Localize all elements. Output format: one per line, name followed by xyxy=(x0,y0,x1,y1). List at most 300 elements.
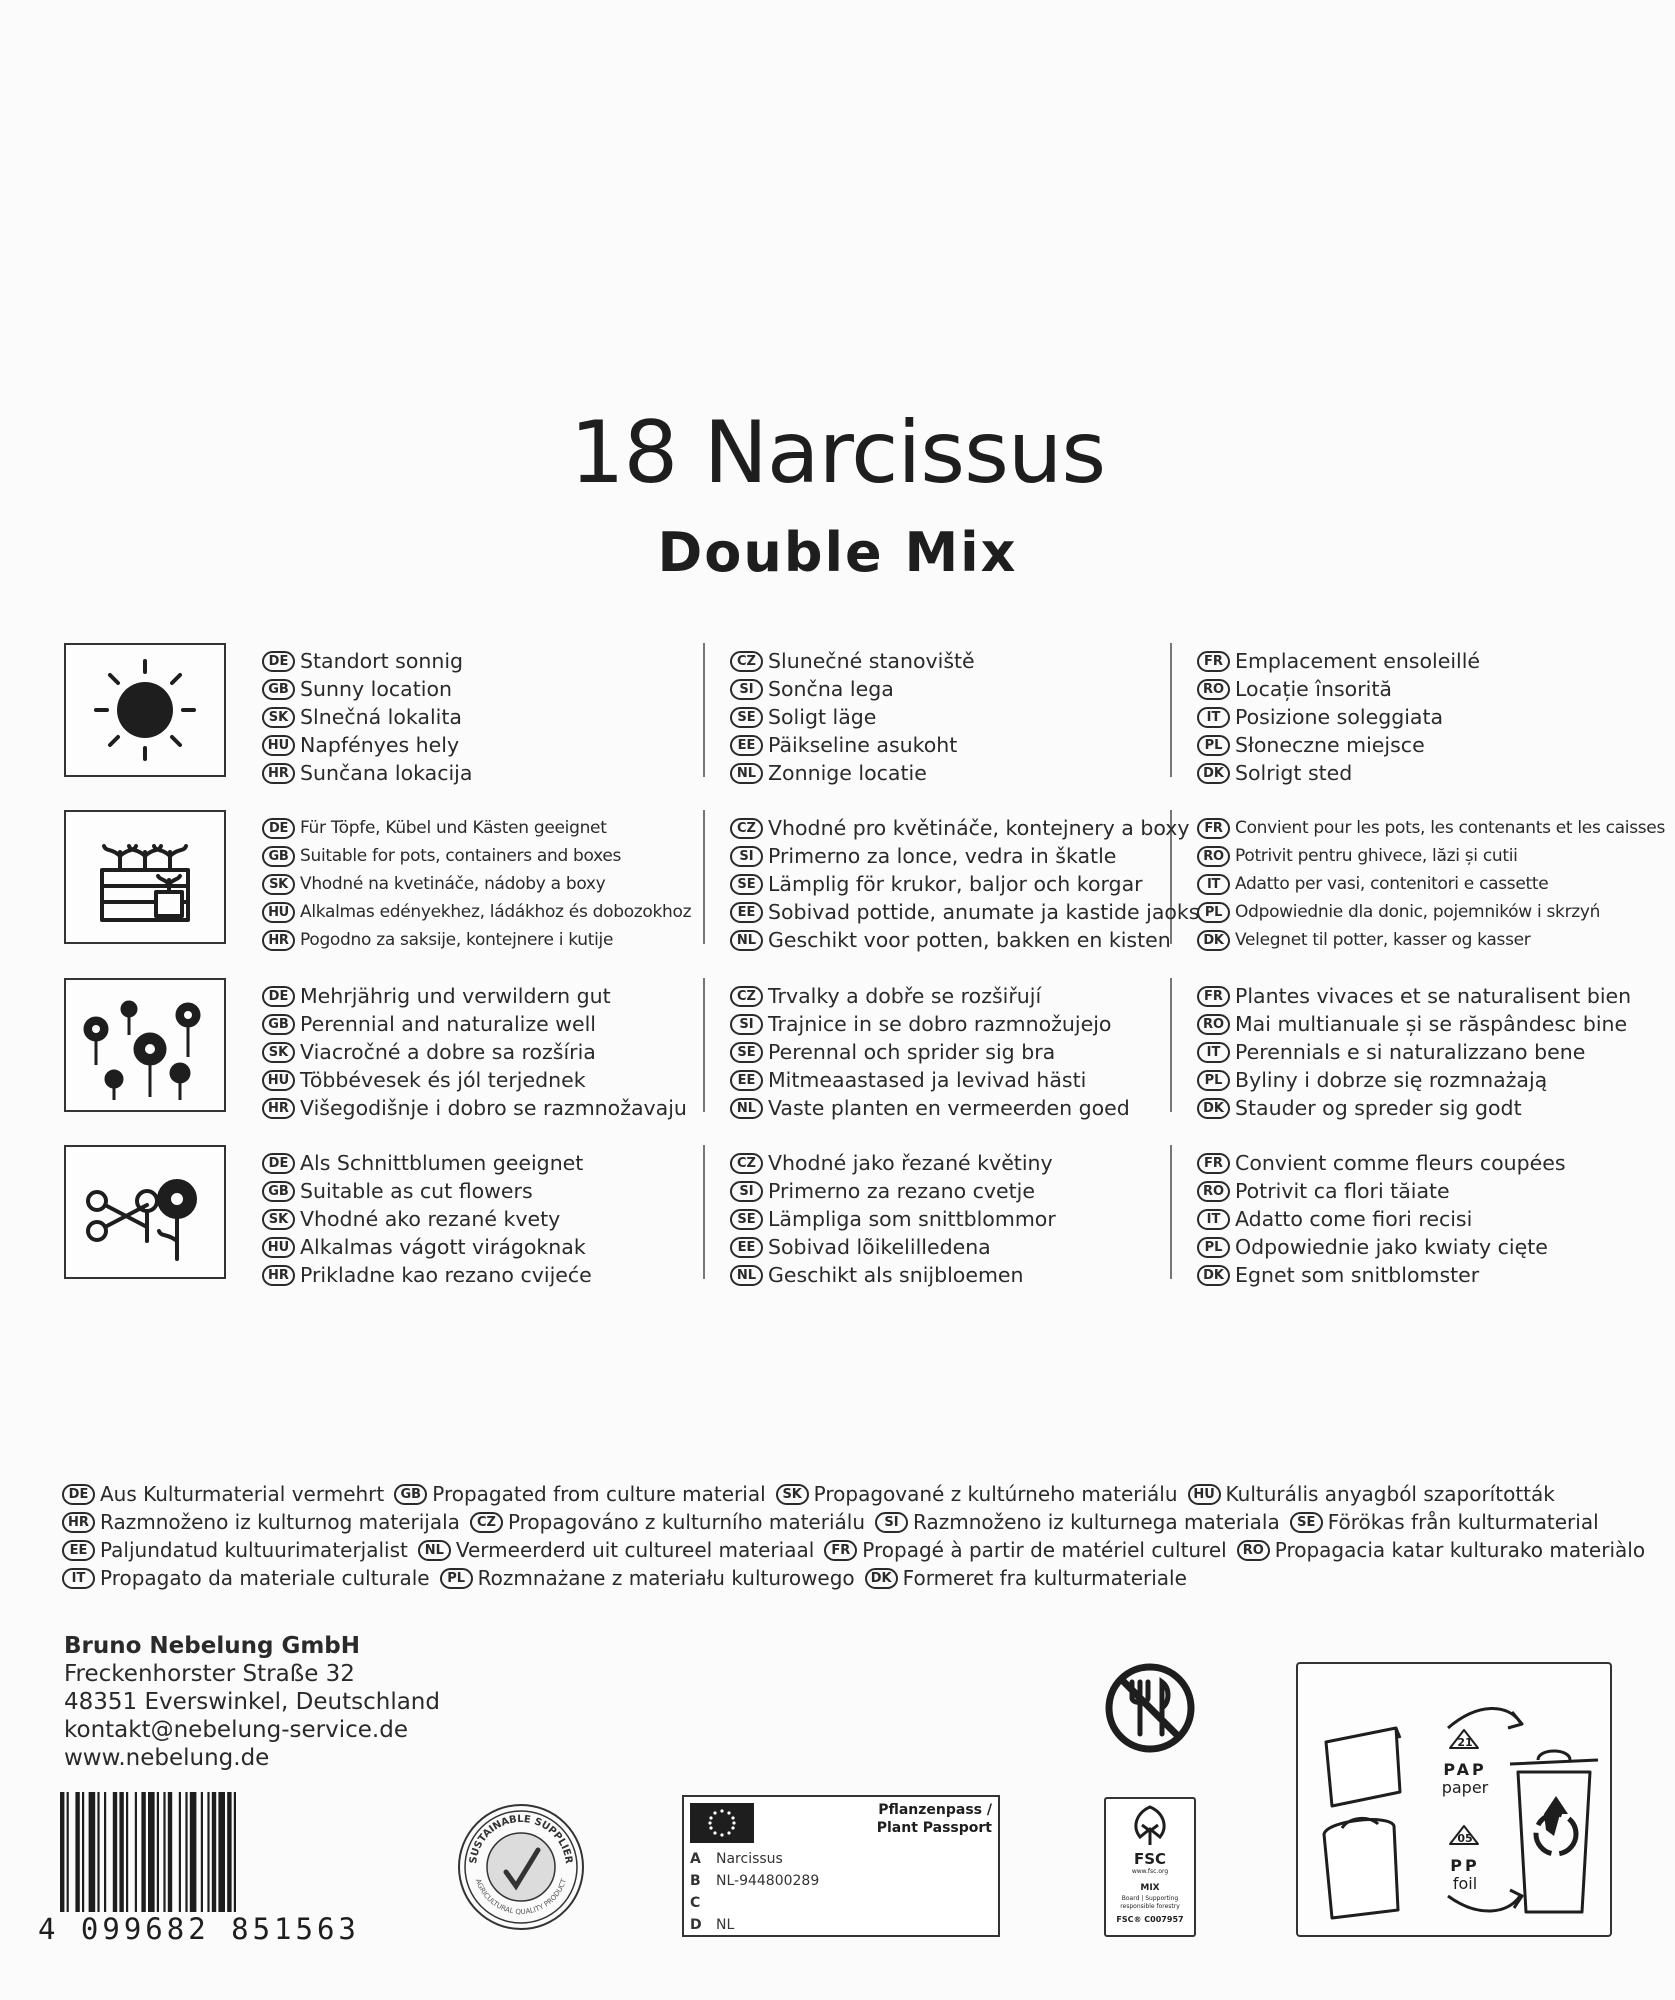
country-code-badge: SK xyxy=(262,874,295,895)
translation-text: Mitmeaastased ja levivad hästi xyxy=(768,1068,1087,1092)
country-code-badge: SI xyxy=(875,1512,908,1533)
barcode-number: 4 099682 851563 xyxy=(38,1912,360,1946)
country-code-badge: SE xyxy=(730,874,763,895)
country-code-badge: NL xyxy=(418,1540,451,1561)
country-code-badge: HU xyxy=(262,1070,295,1091)
country-code-badge: HU xyxy=(1188,1484,1221,1505)
translation-text: Trajnice in se dobro razmnožujejo xyxy=(768,1012,1112,1036)
sun-icon xyxy=(64,643,226,777)
translation-text: Als Schnittblumen geeignet xyxy=(300,1151,584,1175)
country-code-badge: PL xyxy=(1197,735,1230,756)
country-code-badge: EE xyxy=(62,1540,95,1561)
translation-text: Adatto per vasi, contenitori e cassette xyxy=(1235,874,1549,894)
country-code-badge: RO xyxy=(1197,1014,1230,1035)
company-name: Bruno Nebelung GmbH xyxy=(64,1633,361,1659)
barcode-bar xyxy=(157,1792,159,1918)
translation-text: Soligt läge xyxy=(768,705,877,729)
propagation-item xyxy=(824,1538,1226,1562)
barcode-bar xyxy=(207,1792,209,1918)
propagation-item xyxy=(440,1566,855,1590)
feature-text-column xyxy=(730,647,1170,787)
translation-text: Prikladne kao rezano cvijeće xyxy=(300,1263,592,1287)
translation-text: Słoneczne miejsce xyxy=(1235,733,1425,757)
propagation-text: Propagované z kultúrneho materiálu xyxy=(813,1482,1178,1506)
country-code-badge: SE xyxy=(730,1209,763,1230)
translation-row xyxy=(262,870,702,898)
translation-text: Suitable as cut flowers xyxy=(300,1179,533,1203)
barcode-bar xyxy=(201,1792,203,1918)
translation-row xyxy=(1197,1177,1637,1205)
translation-row xyxy=(262,731,702,759)
country-code-badge: DE xyxy=(262,1153,295,1174)
country-code-badge: SK xyxy=(262,1209,295,1230)
translation-row xyxy=(730,675,1170,703)
translation-row xyxy=(730,898,1200,926)
country-code-badge: HU xyxy=(262,902,295,923)
country-code-badge: DK xyxy=(1197,763,1230,784)
translation-text: Viacročné a dobre sa rozšíria xyxy=(300,1040,596,1064)
translation-row xyxy=(730,870,1170,898)
translation-text: Alkalmas edényekhez, ládákhoz és dobozokhoz xyxy=(300,902,692,922)
translation-text: Geschikt voor potten, bakken en kisten xyxy=(768,928,1171,952)
translation-text: Velegnet til potter, kasser og kasser xyxy=(1235,930,1531,950)
website-link[interactable]: www.nebelung.de xyxy=(64,1745,270,1771)
translation-text: Zonnige locatie xyxy=(768,761,927,785)
country-code-badge: PL xyxy=(1197,902,1230,923)
propagation-item xyxy=(776,1482,1178,1506)
translation-row xyxy=(730,926,1170,954)
translation-text: Locație însorită xyxy=(1235,677,1392,701)
barcode-bar xyxy=(148,1792,155,1918)
email-link[interactable]: kontakt@nebelung-service.de xyxy=(64,1717,408,1743)
translation-row xyxy=(262,647,702,675)
translation-row xyxy=(262,1094,702,1122)
translation-text: Solrigt sted xyxy=(1235,761,1353,785)
translation-row xyxy=(1197,1261,1637,1289)
barcode-bar xyxy=(82,1792,84,1918)
propagation-text: Formeret fra kulturmateriale xyxy=(902,1566,1187,1590)
barcode-bar xyxy=(89,1792,96,1918)
propagation-line xyxy=(62,1480,1622,1508)
translation-text: Perennal och sprider sig bra xyxy=(768,1040,1056,1064)
column-divider xyxy=(1170,643,1172,777)
translation-text: Pogodno za saksije, kontejnere i kutije xyxy=(300,930,614,950)
recycling-info xyxy=(1296,1662,1612,1937)
translation-text: Convient comme fleurs coupées xyxy=(1235,1151,1566,1175)
country-code-badge: CZ xyxy=(730,818,763,839)
feature-text-column xyxy=(262,1149,702,1289)
barcode-bar xyxy=(179,1792,181,1918)
country-code-badge: IT xyxy=(1197,874,1230,895)
translation-text: Lämpliga som snittblommor xyxy=(768,1207,1056,1231)
column-divider xyxy=(1170,978,1172,1112)
translation-row xyxy=(1197,731,1637,759)
translation-row xyxy=(1197,814,1666,842)
propagation-text: Razmnoženo iz kulturnog materijala xyxy=(100,1510,460,1534)
translation-text: Vhodné ako rezané kvety xyxy=(300,1207,561,1231)
translation-text: Potrivit pentru ghivece, lăzi și cutii xyxy=(1235,846,1518,866)
country-code-badge: CZ xyxy=(730,651,763,672)
propagation-item xyxy=(875,1510,1280,1534)
fsc-mix: MIX xyxy=(1140,1883,1160,1893)
barcode-bar xyxy=(168,1792,172,1918)
translation-text: Slunečné stanoviště xyxy=(768,649,975,673)
product-subtitle: Double Mix xyxy=(657,521,1018,584)
country-code-badge: FR xyxy=(1197,986,1230,1007)
recycling-graphic xyxy=(1298,1664,1610,1935)
translation-text: Perennials e si naturalizzano bene xyxy=(1235,1040,1586,1064)
country-code-badge: CZ xyxy=(470,1512,503,1533)
country-code-badge: HR xyxy=(62,1512,95,1533)
country-code-badge: GB xyxy=(262,679,295,700)
translation-row xyxy=(262,1149,702,1177)
fsc-tree-icon xyxy=(1126,1803,1174,1847)
barcode-bar xyxy=(135,1792,137,1918)
barcode-bar xyxy=(141,1792,145,1918)
country-code-badge: FR xyxy=(824,1540,857,1561)
country-code-badge: IT xyxy=(1197,1042,1230,1063)
translation-text: Mehrjährig und verwildern gut xyxy=(300,984,611,1008)
propagation-text: Propagacia katar kulturako materiàlo xyxy=(1274,1538,1646,1562)
country-code-badge: IT xyxy=(62,1568,95,1589)
passport-row-d: D NL xyxy=(690,1917,735,1933)
perennial-flowers-icon xyxy=(64,978,226,1112)
column-divider xyxy=(1170,1145,1172,1279)
translation-row xyxy=(262,675,702,703)
barcode-bar xyxy=(185,1792,187,1918)
country-code-badge: EE xyxy=(730,735,763,756)
barcode-bar xyxy=(212,1792,216,1918)
passport-title: Pflanzenpass / xyxy=(878,1802,992,1818)
translation-row xyxy=(1197,1066,1637,1094)
pp-code: 05 xyxy=(1457,1832,1473,1845)
translation-row xyxy=(1197,703,1637,731)
translation-row xyxy=(262,982,702,1010)
country-code-badge: IT xyxy=(1197,1209,1230,1230)
propagation-text: Propagováno z kulturního materiálu xyxy=(507,1510,866,1534)
country-code-badge: EE xyxy=(730,1237,763,1258)
country-code-badge: GB xyxy=(262,846,295,867)
translation-text: Sunčana lokacija xyxy=(300,761,473,785)
propagation-text: Propagé à partir de matériel culturel xyxy=(862,1538,1227,1562)
translation-text: Odpowiednie jako kwiaty cięte xyxy=(1235,1235,1548,1259)
translation-text: Vhodné jako řezané květiny xyxy=(768,1151,1053,1175)
translation-text: Alkalmas vágott virágoknak xyxy=(300,1235,586,1259)
fsc-url: www.fsc.org xyxy=(1131,1868,1169,1875)
translation-row xyxy=(730,759,1170,787)
propagation-text: Vermeerderd uit cultureel materiaal xyxy=(455,1538,815,1562)
translation-row xyxy=(730,982,1170,1010)
propagation-line xyxy=(62,1508,1622,1536)
country-code-badge: CZ xyxy=(730,986,763,1007)
propagation-text: Propagated from culture material xyxy=(432,1482,766,1506)
country-code-badge: PL xyxy=(1197,1237,1230,1258)
country-code-badge: SI xyxy=(730,846,763,867)
propagation-item xyxy=(62,1566,430,1590)
country-code-badge: HR xyxy=(262,930,295,951)
column-divider xyxy=(703,978,705,1112)
translation-row xyxy=(262,814,702,842)
propagation-note xyxy=(62,1480,1646,1592)
translation-text: Standort sonnig xyxy=(300,649,464,673)
translation-text: Napfényes hely xyxy=(300,733,460,757)
barcode-bar xyxy=(218,1792,225,1918)
translation-row xyxy=(1197,926,1637,954)
column-divider xyxy=(703,1145,705,1279)
propagation-line xyxy=(62,1536,1646,1564)
translation-row xyxy=(1197,1038,1637,1066)
propagation-item xyxy=(470,1510,865,1534)
propagation-text: Razmnoženo iz kulturnega materiala xyxy=(913,1510,1280,1534)
country-code-badge: SE xyxy=(730,1042,763,1063)
translation-text: Perennial and naturalize well xyxy=(300,1012,596,1036)
country-code-badge: GB xyxy=(262,1181,295,1202)
translation-row xyxy=(1197,1149,1637,1177)
company-address xyxy=(64,1632,440,1772)
barcode-bar xyxy=(163,1792,165,1918)
country-code-badge: SK xyxy=(776,1484,809,1505)
barcode-bar xyxy=(227,1792,231,1918)
translation-row xyxy=(730,731,1170,759)
country-code-badge: DE xyxy=(62,1484,95,1505)
translation-row xyxy=(730,703,1170,731)
translation-row xyxy=(262,1177,702,1205)
propagation-item xyxy=(62,1510,460,1534)
translation-text: Vhodné na kvetináče, nádoby a boxy xyxy=(300,874,606,894)
country-code-badge: HR xyxy=(262,763,295,784)
country-code-badge: NL xyxy=(730,1098,763,1119)
fsc-desc2: responsible forestry xyxy=(1120,1903,1180,1910)
seal-bottom-text: AGRICULTURAL QUALITY PRODUCT xyxy=(473,1877,569,1917)
pap-label: PAP xyxy=(1443,1760,1487,1779)
fsc-code: FSC® C007957 xyxy=(1116,1915,1184,1924)
passport-row-b: B NL-944800289 xyxy=(690,1873,820,1889)
country-code-badge: DE xyxy=(262,986,295,1007)
translation-text: Plantes vivaces et se naturalisent bien xyxy=(1235,984,1632,1008)
translation-row xyxy=(1197,1233,1637,1261)
propagation-text: Kulturális anyagból szaporították xyxy=(1225,1482,1555,1506)
country-code-badge: NL xyxy=(730,1265,763,1286)
feature-text-column xyxy=(262,647,702,787)
feature-text-column xyxy=(1197,647,1637,787)
propagation-item xyxy=(1237,1538,1645,1562)
country-code-badge: GB xyxy=(262,1014,295,1035)
country-code-badge: EE xyxy=(730,902,763,923)
translation-text: Byliny i dobrze się rozmnażają xyxy=(1235,1068,1548,1092)
translation-row xyxy=(1197,1205,1637,1233)
translation-row xyxy=(730,1149,1170,1177)
propagation-item xyxy=(394,1482,765,1506)
translation-row xyxy=(1197,1094,1637,1122)
translation-text: Trvalky a dobře se rozšiřují xyxy=(768,984,1042,1008)
country-code-badge: SE xyxy=(1290,1512,1323,1533)
propagation-item xyxy=(865,1566,1187,1590)
country-code-badge: HU xyxy=(262,1237,295,1258)
barcode-bar xyxy=(75,1792,79,1918)
translation-text: Potrivit ca flori tăiate xyxy=(1235,1179,1450,1203)
country-code-badge: SI xyxy=(730,1181,763,1202)
translation-row xyxy=(730,1010,1170,1038)
sustainable-supplier-seal-icon xyxy=(456,1802,586,1932)
translation-text: Für Töpfe, Kübel und Kästen geeignet xyxy=(300,818,607,838)
country-code-badge: RO xyxy=(1197,1181,1230,1202)
propagation-item xyxy=(62,1482,384,1506)
feature-text-column xyxy=(262,982,702,1122)
country-code-badge: HU xyxy=(262,735,295,756)
country-code-badge: GB xyxy=(394,1484,427,1505)
translation-row xyxy=(262,703,702,731)
column-divider xyxy=(703,810,705,944)
translation-row xyxy=(730,1261,1170,1289)
translation-text: Sobivad lõikelilledena xyxy=(768,1235,991,1259)
column-divider xyxy=(703,643,705,777)
translation-text: Odpowiednie dla donic, pojemników i skrzyń xyxy=(1235,902,1601,922)
country-code-badge: FR xyxy=(1197,818,1230,839)
feature-text-column xyxy=(730,814,1200,954)
translation-text: Sončna lega xyxy=(768,677,894,701)
passport-row-a: A Narcissus xyxy=(690,1851,783,1867)
translation-row xyxy=(262,1010,702,1038)
country-code-badge: FR xyxy=(1197,1153,1230,1174)
country-code-badge: DK xyxy=(865,1568,898,1589)
translation-text: Emplacement ensoleillé xyxy=(1235,649,1481,673)
pap-sub: paper xyxy=(1441,1778,1489,1797)
country-code-badge: DK xyxy=(1197,1265,1230,1286)
not-food-safe-icon xyxy=(1104,1662,1196,1754)
propagation-text: Rozmnażane z materiału kulturowego xyxy=(477,1566,855,1590)
translation-row xyxy=(730,1205,1170,1233)
country-code-badge: DE xyxy=(262,651,295,672)
translation-row xyxy=(262,1066,702,1094)
plant-passport xyxy=(682,1795,1000,1937)
translation-row xyxy=(1197,675,1637,703)
translation-row xyxy=(1197,647,1637,675)
translation-text: Mai multianuale și se răspândesc bine xyxy=(1235,1012,1628,1036)
country-code-badge: HR xyxy=(262,1265,295,1286)
passport-row-c: C xyxy=(690,1895,701,1911)
country-code-badge: SI xyxy=(730,679,763,700)
country-code-badge: FR xyxy=(1197,651,1230,672)
street: Freckenhorster Straße 32 xyxy=(64,1661,355,1687)
country-code-badge: PL xyxy=(440,1568,473,1589)
translation-text: Stauder og spreder sig godt xyxy=(1235,1096,1522,1120)
propagation-item xyxy=(62,1538,408,1562)
country-code-badge: DK xyxy=(1197,930,1230,951)
translation-row xyxy=(262,759,702,787)
propagation-text: Aus Kulturmaterial vermehrt xyxy=(100,1482,385,1506)
country-code-badge: IT xyxy=(1197,707,1230,728)
country-code-badge: RO xyxy=(1197,679,1230,700)
translation-text: Egnet som snitblomster xyxy=(1235,1263,1480,1287)
pap-code: 21 xyxy=(1457,1736,1473,1749)
translation-text: Convient pour les pots, les contenants et les caisses xyxy=(1235,818,1666,838)
translation-row xyxy=(1197,759,1637,787)
propagation-text: Paljundatud kultuurimaterjalist xyxy=(100,1538,408,1562)
city: 48351 Everswinkel, Deutschland xyxy=(64,1689,440,1715)
barcode-bar xyxy=(97,1792,99,1918)
country-code-badge: NL xyxy=(730,930,763,951)
fsc-text: FSC xyxy=(1133,1850,1167,1868)
translation-row xyxy=(262,1261,702,1289)
propagation-item xyxy=(1290,1510,1599,1534)
propagation-item xyxy=(418,1538,814,1562)
translation-row xyxy=(730,647,1170,675)
translation-text: Primerno za lonce, vedra in škatle xyxy=(768,844,1117,868)
translation-row xyxy=(262,1233,702,1261)
feature-text-column xyxy=(730,1149,1170,1289)
translation-text: Suitable for pots, containers and boxes xyxy=(300,846,622,866)
translation-text: Vhodné pro květináče, kontejnery a boxy xyxy=(768,816,1190,840)
feature-text-column xyxy=(1197,1149,1637,1289)
pp-sub: foil xyxy=(1452,1874,1478,1893)
translation-text: Posizione soleggiata xyxy=(1235,705,1444,729)
feature-text-column xyxy=(262,814,702,954)
translation-row xyxy=(730,842,1170,870)
planter-box-icon xyxy=(64,810,226,944)
product-title: 18 Narcissus xyxy=(569,403,1106,503)
translation-row xyxy=(730,1066,1170,1094)
translation-text: Vaste planten en vermeerden goed xyxy=(768,1096,1130,1120)
country-code-badge: SK xyxy=(262,707,295,728)
translation-row xyxy=(262,1205,702,1233)
country-code-badge: EE xyxy=(730,1070,763,1091)
feature-text-column xyxy=(730,982,1170,1122)
barcode-bar xyxy=(190,1792,197,1918)
country-code-badge: HR xyxy=(262,1098,295,1119)
translation-text: Többévesek és jól terjednek xyxy=(300,1068,586,1092)
passport-title-en: Plant Passport xyxy=(876,1820,992,1836)
country-code-badge: SE xyxy=(730,707,763,728)
translation-text: Lämplig för krukor, baljor och korgar xyxy=(768,872,1143,896)
pp-label: PP xyxy=(1450,1856,1480,1875)
translation-text: Päikseline asukoht xyxy=(768,733,958,757)
country-code-badge: SI xyxy=(730,1014,763,1035)
propagation-text: Propagato da materiale culturale xyxy=(100,1566,430,1590)
translation-row xyxy=(730,1094,1170,1122)
propagation-item xyxy=(1188,1482,1555,1506)
country-code-badge: DE xyxy=(262,818,295,839)
propagation-line xyxy=(62,1564,1622,1592)
translation-row xyxy=(1197,1010,1637,1038)
translation-row xyxy=(262,1038,702,1066)
barcode-bar xyxy=(119,1792,123,1918)
translation-text: Višegodišnje i dobro se razmnožavaju xyxy=(300,1096,687,1120)
translation-row xyxy=(1197,898,1637,926)
translation-row xyxy=(730,1177,1170,1205)
cut-flowers-scissors-icon xyxy=(64,1145,226,1279)
eu-flag-icon xyxy=(690,1803,754,1843)
feature-text-column xyxy=(1197,814,1666,954)
translation-text: Sunny location xyxy=(300,677,452,701)
translation-row xyxy=(262,898,702,926)
barcode-bar xyxy=(113,1792,117,1918)
country-code-badge: SK xyxy=(262,1042,295,1063)
translation-row xyxy=(730,814,1190,842)
translation-row xyxy=(1197,870,1637,898)
fsc-desc: Board | Supporting xyxy=(1121,1895,1179,1902)
translation-text: Sobivad pottide, anumate ja kastide jaoks xyxy=(768,900,1200,924)
translation-text: Primerno za rezano cvetje xyxy=(768,1179,1035,1203)
translation-row xyxy=(1197,982,1637,1010)
country-code-badge: DK xyxy=(1197,1098,1230,1119)
translation-row xyxy=(262,842,702,870)
country-code-badge: CZ xyxy=(730,1153,763,1174)
translation-row xyxy=(1197,842,1637,870)
barcode-bar xyxy=(126,1792,128,1918)
propagation-text: Förökas från kulturmaterial xyxy=(1327,1510,1599,1534)
barcode-bar xyxy=(104,1792,106,1918)
country-code-badge: NL xyxy=(730,763,763,784)
